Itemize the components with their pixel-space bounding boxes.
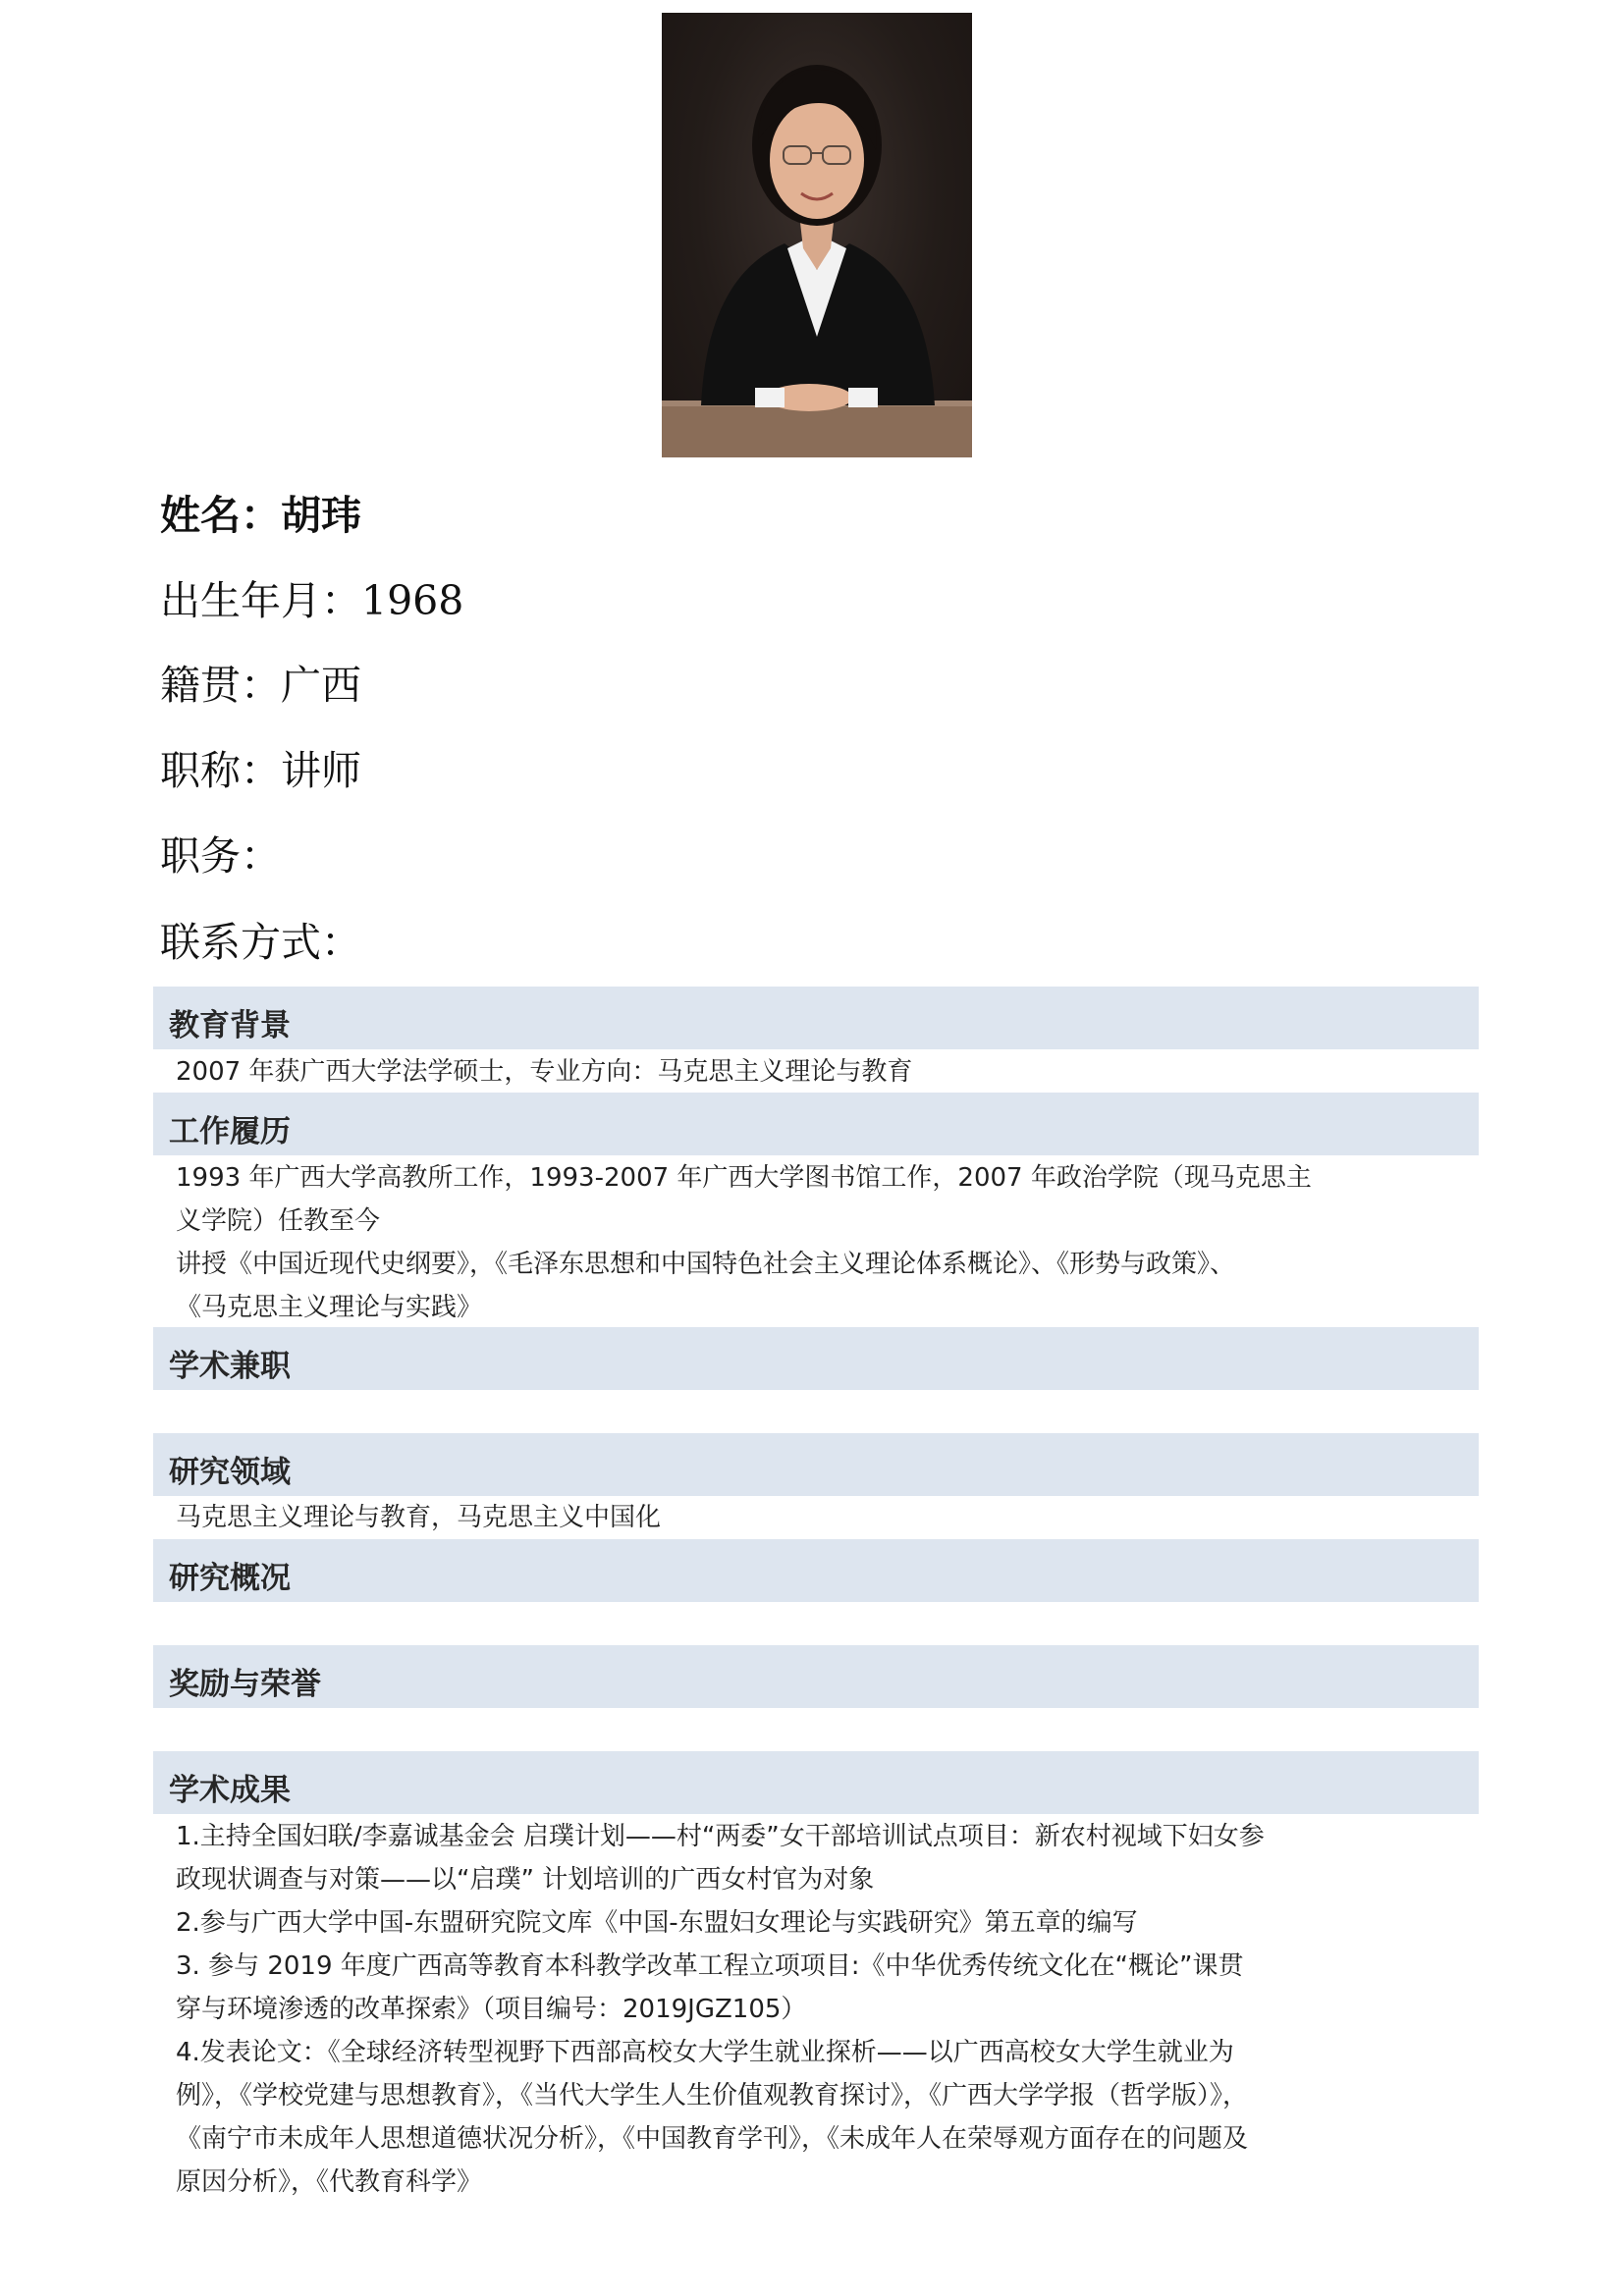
- job-title-field: 职称：讲师: [160, 747, 361, 794]
- section-academic-posts-title: 学术兼职: [169, 1349, 291, 1384]
- section-awards-header: [153, 1645, 1479, 1708]
- section-research-fields-content: [176, 1496, 1408, 1539]
- achievement-line: 2.参与广西大学中国-东盟研究院文库《中国-东盟妇女理论与实践研究》第五章的编写: [176, 1908, 1138, 1938]
- section-achievements-title: 学术成果: [169, 1773, 291, 1808]
- section-awards-title: 奖励与荣誉: [169, 1667, 321, 1702]
- section-work-content: [176, 1156, 1408, 1329]
- section-research-overview-title: 研究概况: [169, 1561, 291, 1596]
- education-line: 2007 年获广西大学法学硕士，专业方向：马克思主义理论与教育: [176, 1057, 913, 1087]
- section-achievements-header: [153, 1751, 1479, 1814]
- section-education-title: 教育背景: [169, 1008, 291, 1043]
- section-work-header: [153, 1093, 1479, 1155]
- section-academic-posts-header: [153, 1327, 1479, 1390]
- section-research-fields-title: 研究领域: [169, 1455, 291, 1490]
- achievement-line: 例》，《学校党建与思想教育》，《当代大学生人生价值观教育探讨》，《广西大学学报（哲学版）》，: [176, 2081, 1249, 2110]
- work-line: 讲授《中国近现代史纲要》，《毛泽东思想和中国特色社会主义理论体系概论》、《形势与政策》、: [176, 1250, 1236, 1279]
- section-research-overview-header: [153, 1539, 1479, 1602]
- portrait-photo: [662, 13, 972, 457]
- section-research-fields-header: [153, 1433, 1479, 1496]
- section-education-content: [176, 1050, 1408, 1094]
- achievement-line: 3. 参与 2019 年度广西高等教育本科教学改革工程立项项目:《中华优秀传统文化在“概论”课贯: [176, 1951, 1244, 1981]
- name-field: 姓名：胡玮: [160, 492, 361, 539]
- achievement-line: 原因分析》，《代教育科学》: [176, 2167, 483, 2197]
- achievement-line: 政现状调查与对策——以“启璞” 计划培训的广西女村官为对象: [176, 1865, 875, 1895]
- achievement-line: 《南宁市未成年人思想道德状况分析》，《中国教育学刊》，《未成年人在荣辱观方面存在的问题及: [176, 2124, 1249, 2154]
- section-work-title: 工作履历: [169, 1114, 291, 1149]
- section-achievements-content: [176, 1815, 1408, 2204]
- work-line: 1993 年广西大学高教所工作，1993-2007 年广西大学图书馆工作，2007 年政治学院（现马克思主: [176, 1163, 1312, 1193]
- achievement-line: 穿与环境渗透的改革探索》（项目编号：2019JGZ105）: [176, 1995, 807, 2024]
- native-place-field: 籍贯：广西: [160, 662, 361, 709]
- achievement-line: 1.主持全国妇联/李嘉诚基金会 启璞计划——村“两委”女干部培训试点项目：新农村视域下妇女参: [176, 1822, 1265, 1851]
- research-fields-line: 马克思主义理论与教育，马克思主义中国化: [176, 1503, 662, 1532]
- work-line: 义学院）任教至今: [176, 1206, 381, 1236]
- contact-field: 联系方式：: [160, 919, 361, 966]
- work-line: 《马克思主义理论与实践》: [176, 1293, 483, 1322]
- achievement-line: 4.发表论文：《全球经济转型视野下西部高校女大学生就业探析——以广西高校女大学生就业为: [176, 2038, 1234, 2067]
- birth-date-field: 出生年月：1968: [160, 577, 464, 624]
- position-field: 职务：: [160, 832, 281, 880]
- section-education-header: [153, 987, 1479, 1049]
